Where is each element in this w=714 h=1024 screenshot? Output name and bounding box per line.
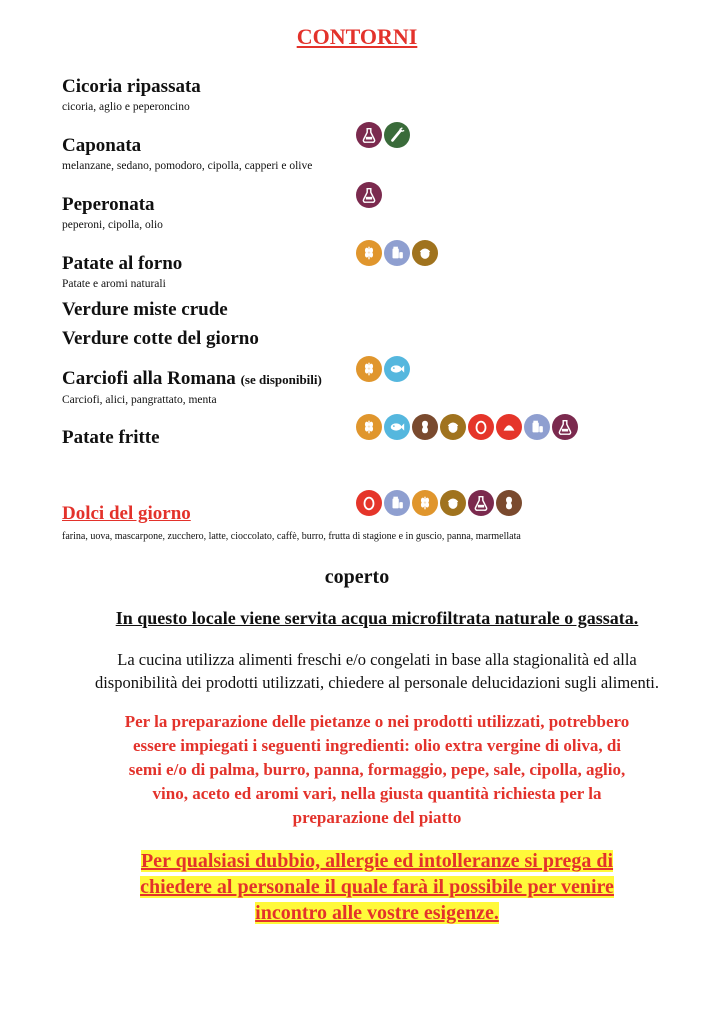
dish-name: Patate al forno bbox=[62, 253, 183, 274]
egg-icon bbox=[468, 414, 494, 440]
dish-cicoria bbox=[62, 76, 201, 115]
milk-icon bbox=[524, 414, 550, 440]
gluten-icon bbox=[412, 490, 438, 516]
dish-name: Peperonata bbox=[62, 194, 155, 215]
dish-description: peperoni, cipolla, olio bbox=[62, 219, 163, 231]
peanut-icon bbox=[412, 414, 438, 440]
dish-patate-fritte bbox=[62, 427, 160, 449]
dish-name: Patate fritte bbox=[62, 427, 160, 448]
milk-icon bbox=[384, 490, 410, 516]
prep-notice-line: Per la preparazione delle pietanze o nei prodotti utilizzati, potrebbero bbox=[124, 712, 630, 731]
nuts-icon bbox=[412, 240, 438, 266]
prep-notice-line: semi e/o di palma, burro, panna, formaggio, pepe, sale, cipolla, aglio, bbox=[128, 760, 626, 779]
dish-description: cicoria, aglio e peperoncino bbox=[62, 101, 190, 113]
allergen-icons-caponata bbox=[356, 122, 410, 148]
gluten-icon bbox=[356, 356, 382, 382]
allergen-icons-patate-al-forno bbox=[356, 240, 438, 266]
dish-caponata bbox=[62, 135, 312, 174]
dish-verdure-miste-crude bbox=[62, 299, 228, 321]
prep-notice-line: vino, aceto ed aromi vari, nella giusta quantità richiesta per la bbox=[152, 784, 602, 803]
dish-name: Dolci del giorno bbox=[62, 503, 191, 524]
allergen-icons-dolci bbox=[356, 490, 522, 516]
peanut-icon bbox=[496, 490, 522, 516]
coperto-heading: coperto bbox=[324, 566, 390, 588]
dish-carciofi bbox=[62, 368, 322, 408]
dish-peperonata bbox=[62, 194, 163, 233]
sulphites-icon bbox=[356, 122, 382, 148]
egg-icon bbox=[356, 490, 382, 516]
fish-icon bbox=[384, 414, 410, 440]
allergy-notice-line: Per qualsiasi dubbio, allergie ed intolleranze si prega di bbox=[140, 850, 614, 872]
allergen-icons-patate-fritte bbox=[356, 414, 578, 440]
sulphites-icon bbox=[552, 414, 578, 440]
prep-notice-line: essere impiegati i seguenti ingredienti: olio extra vergine di oliva, di bbox=[132, 736, 622, 755]
nuts-icon bbox=[440, 490, 466, 516]
dish-verdure-cotte bbox=[62, 328, 259, 350]
dish-description: Patate e aromi naturali bbox=[62, 278, 166, 290]
dish-name: Verdure miste crude bbox=[62, 299, 228, 320]
dish-description: farina, uova, mascarpone, zucchero, latte, cioccolato, caffè, burro, frutta di stagione e in guscio, panna, marmellata bbox=[62, 531, 521, 542]
allergen-icons-peperonata bbox=[356, 182, 382, 208]
dish-note: (se disponibili) bbox=[240, 372, 322, 387]
prep-notice-line: preparazione del piatto bbox=[292, 808, 462, 827]
allergen-icons-carciofi bbox=[356, 356, 410, 382]
allergy-notice-line: incontro alle vostre esigenze. bbox=[255, 902, 499, 924]
gluten-icon bbox=[356, 240, 382, 266]
molluscs-icon bbox=[496, 414, 522, 440]
sulphites-icon bbox=[356, 182, 382, 208]
dish-patate-al-forno bbox=[62, 253, 182, 292]
dish-name: Cicoria ripassata bbox=[62, 76, 201, 97]
dish-name-text: Carciofi alla Romana bbox=[62, 368, 236, 389]
dish-name: Caponata bbox=[62, 135, 142, 156]
milk-icon bbox=[384, 240, 410, 266]
preparation-notice bbox=[0, 710, 714, 830]
dish-description: melanzane, sedano, pomodoro, cipolla, capperi e olive bbox=[62, 160, 313, 172]
gluten-icon bbox=[356, 414, 382, 440]
allergy-notice bbox=[0, 848, 714, 926]
kitchen-notice bbox=[0, 648, 714, 694]
nuts-icon bbox=[440, 414, 466, 440]
allergy-notice-line: chiedere al personale il quale farà il possibile per venire bbox=[140, 876, 614, 898]
fish-icon bbox=[384, 356, 410, 382]
kitchen-notice-line: disponibilità dei prodotti utilizzati, chiedere al personale delucidazioni sugli alimenti. bbox=[94, 673, 660, 692]
kitchen-notice-line: La cucina utilizza alimenti freschi e/o congelati in base alla stagionalità ed alla bbox=[117, 650, 637, 669]
dish-description: Carciofi, alici, pangrattato, menta bbox=[62, 394, 217, 406]
section-title: CONTORNI bbox=[296, 24, 418, 49]
dish-name: Verdure cotte del giorno bbox=[62, 328, 259, 349]
water-notice: In questo locale viene servita acqua microfiltrata naturale o gassata. bbox=[115, 608, 639, 628]
sulphites-icon bbox=[468, 490, 494, 516]
celery-icon bbox=[384, 122, 410, 148]
dish-name bbox=[62, 368, 322, 391]
